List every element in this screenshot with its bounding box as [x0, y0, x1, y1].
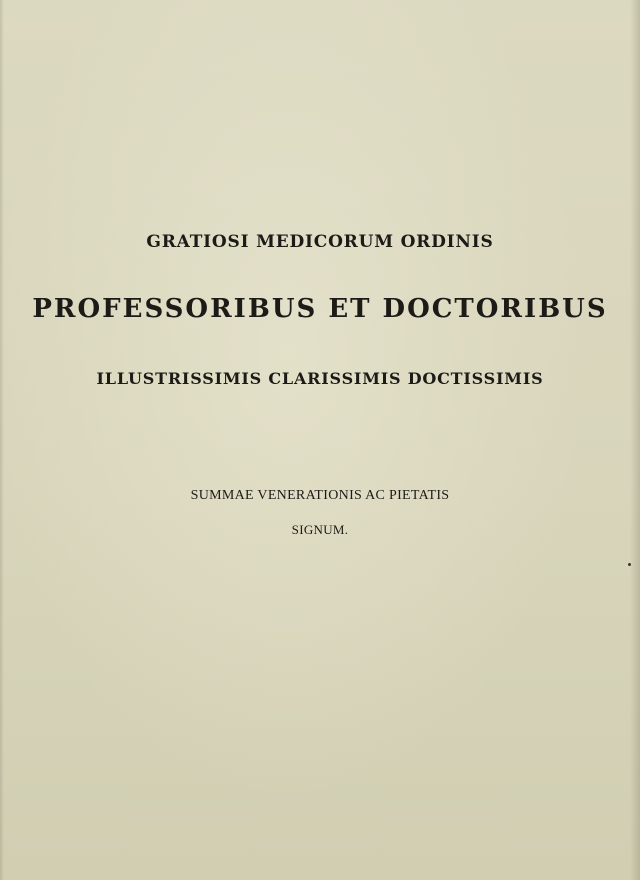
dedication-subtitle: ILLUSTRISSIMIS CLARISSIMIS DOCTISSIMIS	[96, 369, 544, 388]
dedication-closing: SUMMAE VENERATIONIS AC PIETATIS	[190, 488, 450, 503]
page-left-edge	[0, 0, 4, 880]
dedication-signum: SIGNUM.	[291, 522, 349, 537]
dedication-heading: GRATIOSI MEDICORUM ORDINIS	[146, 232, 494, 252]
dedication-title: PROFESSORIBUS ET DOCTORIBUS	[32, 294, 608, 324]
ink-speck	[628, 563, 631, 566]
page-right-edge	[630, 0, 640, 880]
